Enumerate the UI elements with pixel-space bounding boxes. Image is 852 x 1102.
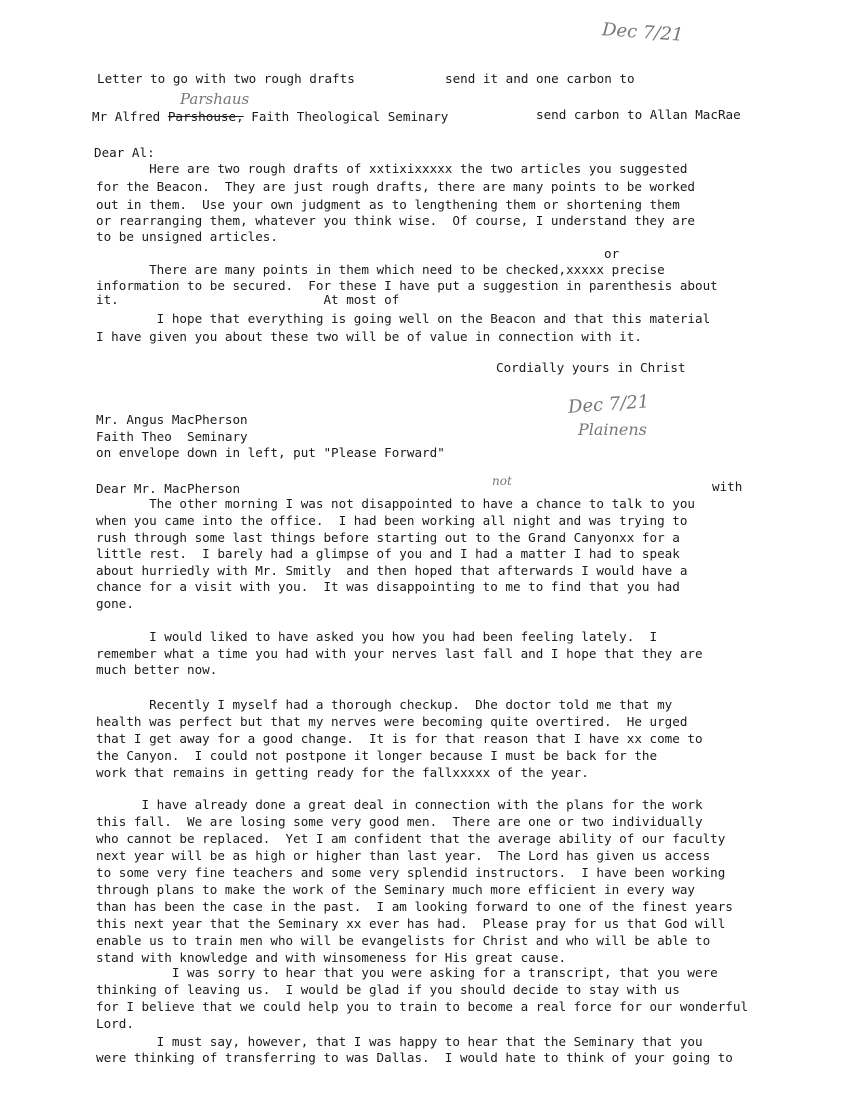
- letter2-line: I would liked to have asked you how you had been feeling lately. I: [96, 629, 658, 644]
- letter2-line: than has been the case in the past. I am looking forward to one of the finest years: [96, 899, 733, 914]
- letter2-line: this fall. We are losing some very good men. There are one or two individually: [96, 814, 703, 829]
- letter2-line: work that remains in getting ready for the fallxxxxx of the year.: [96, 765, 589, 780]
- letter2-line: who cannot be replaced. Yet I am confident that the average ability of our faculty: [96, 831, 726, 846]
- addr-prefix: Mr Alfred: [92, 109, 168, 124]
- letter2-line: when you came into the office. I had been working all night and was trying to: [96, 513, 688, 528]
- letter2-line: Lord.: [96, 1016, 134, 1031]
- handwritten-name-correction: Parshaus: [180, 90, 250, 108]
- letter2-line: gone.: [96, 596, 134, 611]
- letter1-line: out in them. Use your own judgment as to lengthening them or shortening them: [96, 197, 680, 212]
- letter1-line: Here are two rough drafts of xxtixixxxxx the two articles you suggested: [96, 161, 688, 176]
- letter2-line: thinking of leaving us. I would be glad if you should decide to stay with us: [96, 982, 680, 997]
- letter2-line: that I get away for a good change. It is for that reason that I have xx come to: [96, 731, 703, 746]
- letter1-line: I have given you about these two will be of value in connection with it.: [96, 329, 642, 344]
- addr-struck: Parshouse,: [167, 109, 244, 124]
- letter2-line: next year will be as high or higher than last year. The Lord has given us access: [96, 848, 711, 863]
- letter2-address-line: on envelope down in left, put "Please Forward": [96, 445, 445, 460]
- letter2-address-line: Mr. Angus MacPherson: [96, 412, 248, 427]
- letter2-line: through plans to make the work of the Seminary much more efficient in every way: [96, 882, 695, 897]
- note-right: send it and one carbon to: [445, 71, 635, 86]
- letter2-line: to some very fine teachers and some very splendid instructors. I have been working: [96, 865, 726, 880]
- letter2-with-insert: with: [712, 479, 743, 494]
- letter2-line: I have already done a great deal in connection with the plans for the work: [96, 797, 703, 812]
- note-left: Letter to go with two rough drafts: [97, 71, 355, 86]
- letter2-line: enable us to train men who will be evangelists for Christ and who will be able to: [96, 933, 711, 948]
- addr-rest: Faith Theological Seminary: [243, 109, 449, 124]
- letter1-line: There are many points in them which need to be checked,xxxxx precise: [96, 262, 665, 277]
- letter2-salutation: Dear Mr. MacPherson: [96, 481, 241, 496]
- letter2-line: this next year that the Seminary xx ever has had. Please pray for us that God will: [96, 916, 726, 931]
- letter2-line: the Canyon. I could not postpone it longer because I must be back for the: [96, 748, 658, 763]
- letter2-line: Recently I myself had a thorough checkup. Dhe doctor told me that my: [96, 697, 673, 712]
- letter1-line: to be unsigned articles.: [96, 229, 278, 244]
- letter2-line: rush through some last things before starting out to the Grand Canyonxx for a: [96, 530, 680, 545]
- letter2-line: I was sorry to hear that you were asking for a transcript, that you were: [96, 965, 718, 980]
- handwritten-place: Plainens: [578, 420, 647, 439]
- letter2-line: for I believe that we could help you to train to become a real force for our wonderful: [96, 999, 749, 1014]
- letter2-address-line: Faith Theo Seminary: [96, 429, 248, 444]
- letter1-line: or: [96, 246, 620, 261]
- carbon-note: send carbon to Allan MacRae: [536, 107, 741, 122]
- handwritten-date-2: Dec 7/21: [567, 391, 650, 418]
- letter1-line: information to be secured. For these I have put a suggestion in parenthesis about: [96, 278, 718, 293]
- letter2-line: I must say, however, that I was happy to hear that the Seminary that you: [96, 1034, 703, 1049]
- letter1-line: for the Beacon. They are just rough drafts, there are many points to be worked: [96, 179, 695, 194]
- letter1-closing: Cordially yours in Christ: [496, 360, 686, 375]
- letter2-line: stand with knowledge and with winsomeness for His great cause.: [96, 950, 567, 965]
- letter1-salutation: Dear Al:: [94, 145, 155, 160]
- letter2-line: little rest. I barely had a glimpse of you and I had a matter I had to speak: [96, 546, 680, 561]
- letter2-line: health was perfect but that my nerves were becoming quite overtired. He urged: [96, 714, 688, 729]
- letter1-line: I hope that everything is going well on the Beacon and that this material: [96, 311, 711, 326]
- letter2-line: much better now.: [96, 662, 218, 677]
- letter2-line: The other morning I was not disappointed to have a chance to talk to you: [96, 496, 695, 511]
- letter1-line: it. At most of: [96, 292, 400, 307]
- letter2-line: were thinking of transferring to was Dallas. I would hate to think of your going to: [96, 1050, 733, 1065]
- letter1-line: or rearranging them, whatever you think wise. Of course, I understand they are: [96, 213, 695, 228]
- letter2-line: chance for a visit with you. It was disappointing to me to find that you had: [96, 579, 680, 594]
- letter2-line: about hurriedly with Mr. Smitly and then hoped that afterwards I would have a: [96, 563, 688, 578]
- letter2-line: remember what a time you had with your nerves last fall and I hope that they are: [96, 646, 703, 661]
- handwritten-date: Dec 7/21: [601, 19, 684, 46]
- recipient-address: [92, 109, 448, 125]
- handwritten-not: not: [492, 474, 512, 488]
